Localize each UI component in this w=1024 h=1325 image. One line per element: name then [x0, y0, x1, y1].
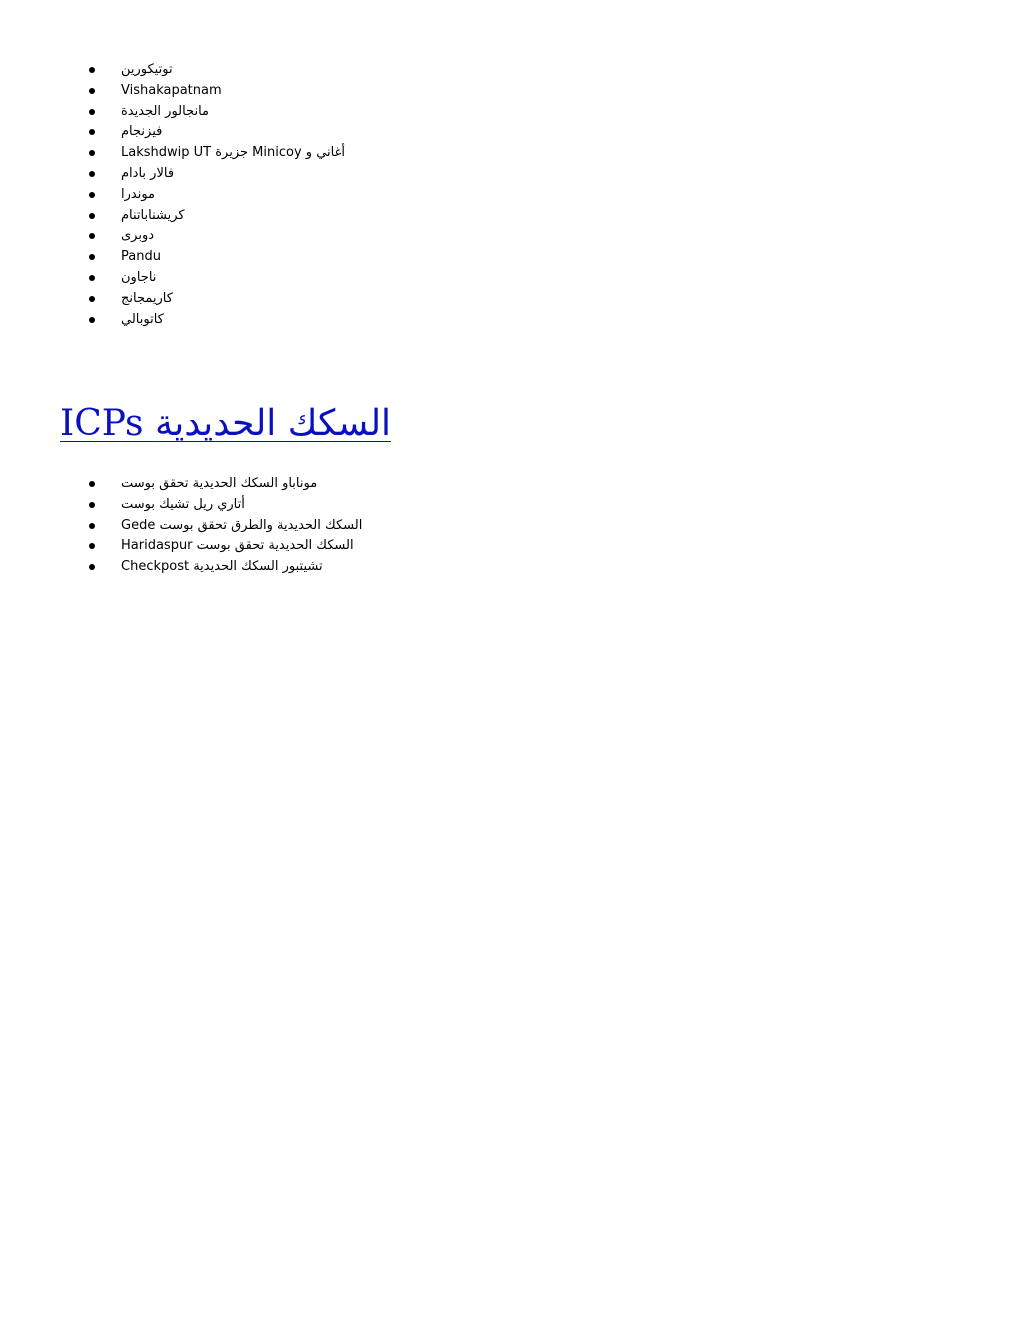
bullet-icon [89, 150, 95, 156]
list-item [0, 206, 345, 227]
list-item [0, 102, 345, 123]
list-item-text: كاتوبالي [121, 311, 164, 327]
list-item-text: تشيتبور السكك الحديدية Checkpost [121, 559, 323, 575]
bullet-icon [89, 233, 95, 239]
list-item-text: Vishakapatnam [121, 82, 222, 98]
list-item-text: كاريمجانج [121, 290, 173, 306]
list-item-text: موندرا [121, 186, 156, 202]
list-item [0, 516, 362, 537]
bullet-icon [89, 481, 95, 487]
list-item-text: ناجاون [121, 269, 157, 285]
list-item-text: دوبرى [121, 228, 155, 244]
bullet-icon [89, 129, 95, 135]
bullet-icon [89, 109, 95, 115]
list-item [0, 164, 345, 185]
list-item [0, 247, 345, 268]
list-item-text: فالار بادام [121, 165, 175, 181]
bullet-icon [89, 88, 95, 94]
bullet-icon [89, 502, 95, 508]
bullet-icon [89, 171, 95, 177]
bullet-icon [89, 254, 95, 260]
list-item [0, 226, 345, 247]
list-item-text: موناباو السكك الحديدية تحقق بوست [121, 476, 318, 491]
bullet-icon [89, 192, 95, 198]
list-item-text: مانجالور الجديدة [121, 103, 210, 119]
bullet-icon [89, 523, 95, 529]
list-item [0, 310, 345, 331]
list-item [0, 185, 345, 206]
list-item [0, 268, 345, 289]
list-item-text: السكك الحديدية والطرق تحقق بوست Gede [121, 517, 363, 533]
list-item-text: Pandu [121, 249, 161, 265]
list-item [0, 143, 345, 164]
list-item-text: Lakshdwip UT جزيرة Minicoy أغاني و [121, 145, 346, 161]
bullet-icon [89, 564, 95, 570]
bullet-icon [89, 67, 95, 73]
section-heading [60, 398, 391, 450]
list-item [0, 474, 362, 495]
list-item [0, 536, 362, 557]
list-item [0, 122, 345, 143]
section-heading-text: ICPs السكك الحديدية [60, 403, 392, 444]
list-item [0, 557, 362, 578]
list-item-text: فيزنجام [121, 124, 163, 140]
list-item [0, 60, 345, 81]
bullet-icon [89, 543, 95, 549]
list-item-text: السكك الحديدية تحقق بوست Haridaspur [121, 538, 354, 554]
list-item [0, 495, 362, 516]
list-item-text: توتيكورين [121, 62, 173, 77]
list-item [0, 289, 345, 310]
bullet-icon [89, 317, 95, 323]
list-item [0, 81, 345, 102]
bullet-icon [89, 275, 95, 281]
railway-icp-list [0, 474, 362, 578]
list-item-text: أتاري ريل تشيك بوست [121, 496, 245, 512]
bullet-icon [89, 213, 95, 219]
list-item-text: كريشناباتنام [121, 207, 185, 223]
bullet-icon [89, 296, 95, 302]
ports-list [0, 60, 345, 330]
